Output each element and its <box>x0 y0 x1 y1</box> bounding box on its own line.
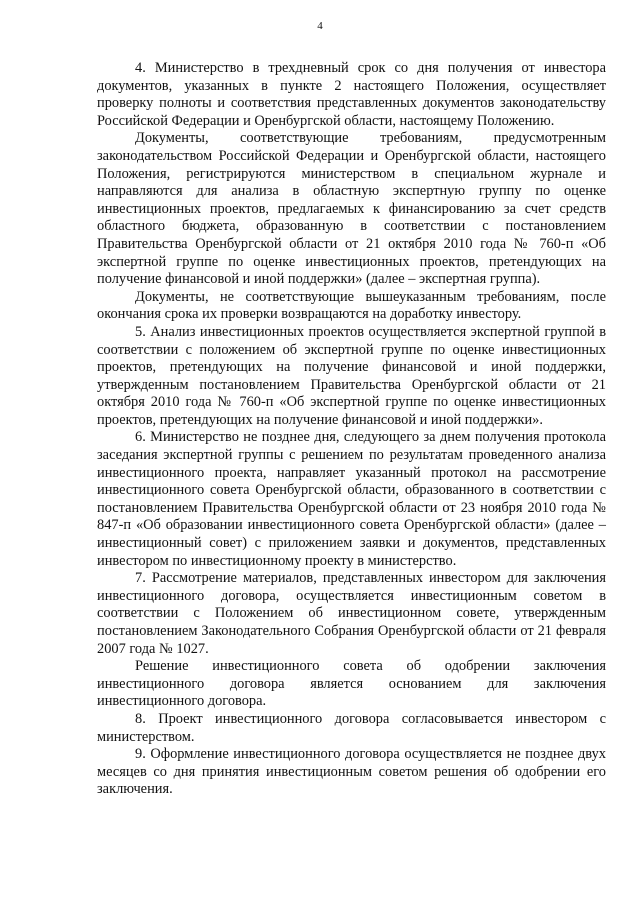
paragraph-item-7: 7. Рассмотрение материалов, представленных инвестором для заключения инвестиционного договора, осуществляется инвестиционным советом в соответствии с Положением об инвестиционном совете, утвержденным постановлением Законодательного Собрания Оренбургской области от 21 февраля 2007 года № 1027. <box>97 570 606 657</box>
paragraph-returned-documents: Документы, не соответствующие вышеуказанным требованиям, после окончания срока их проверки возвращаются на доработку инвестору. <box>97 288 606 323</box>
paragraph-item-9: 9. Оформление инвестиционного договора осуществляется не позднее двух месяцев со дня принятия инвестиционным советом решения об одобрении его заключения. <box>97 746 606 798</box>
paragraph-registered-documents: Документы, соответствующие требованиям, предусмотренным законодательством Российской Федерации и Оренбургской области, настоящего Положения, регистрируются министерством в специальном журнале и направляются для анализа в областную экспертную группу по оценке инвестиционных проектов, предлагаемых к финансированию за счет средств областного бюджета, образованную в соответствии с постановлением Правительства Оренбургской области от 21 октября 2010 года № 760-п «Об экспертной группе по оценке инвестиционных проектов, претендующих на получение финансовой и иной поддержки» (далее – экспертная группа). <box>97 130 606 288</box>
paragraph-item-5: 5. Анализ инвестиционных проектов осуществляется экспертной группой в соответствии с положением об экспертной группе по оценке инвестиционных проектов, претендующих на получение финансовой и иной поддержки, утвержденным постановлением Правительства Оренбургской области от 21 октября 2010 года № 760-п «Об экспертной группе по оценке инвестиционных проектов, претендующих на получение финансовой и иной поддержки». <box>97 323 606 428</box>
page-number: 4 <box>317 20 323 32</box>
paragraph-item-8: 8. Проект инвестиционного договора согласовывается инвестором с министерством. <box>97 710 606 745</box>
paragraph-item-4: 4. Министерство в трехдневный срок со дня получения от инвестора документов, указанных в пункте 2 настоящего Положения, осуществляет проверку полноты и соответствия представленных документов законодательству Российской Федерации и Оренбургской области, настоящему Положению. <box>97 60 606 129</box>
paragraph-item-6: 6. Министерство не позднее дня, следующего за днем получения протокола заседания экспертной группы с решением по результатам проведенного анализа инвестиционного проекта, направляет указанный протокол на рассмотрение инвестиционного совета Оренбургской области, образованного в соответствии с постановлением Правительства Оренбургской области от 23 ноября 2010 года № 847-п «Об образовании инвестиционного совета Оренбургской области» (далее – инвестиционный совет) с приложением заявки и документов, представленных инвестором по инвестиционному проекту в министерство. <box>97 429 606 569</box>
document-body <box>97 60 606 799</box>
paragraph-council-decision: Решение инвестиционного совета об одобрении заключения инвестиционного договора является основанием для заключения инвестиционного договора. <box>97 658 606 710</box>
